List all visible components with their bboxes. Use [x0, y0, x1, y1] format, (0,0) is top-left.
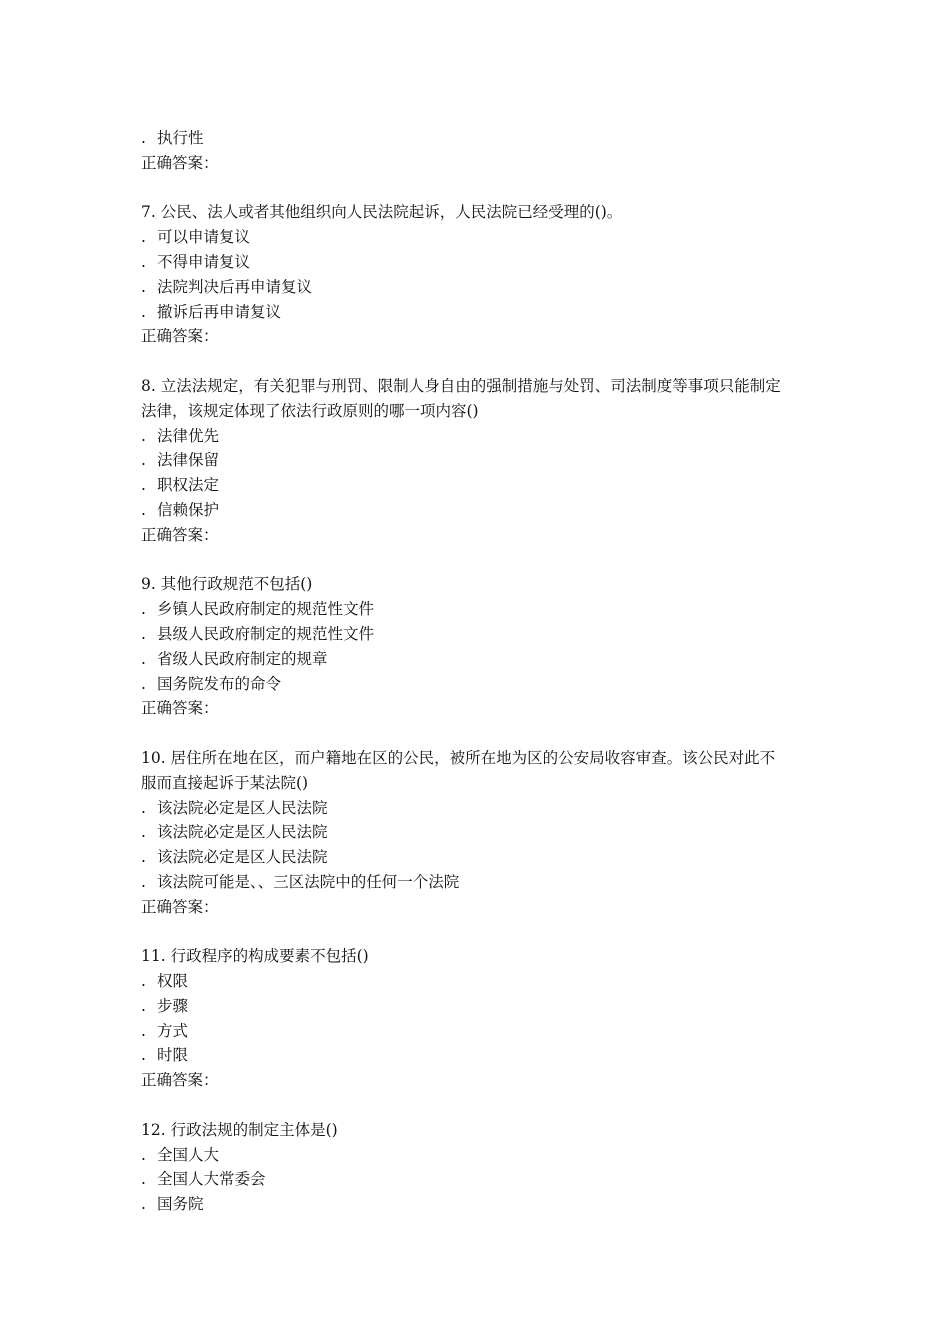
option-text: 全国人大常委会: [157, 1170, 266, 1189]
option-text: 国务院发布的命令: [157, 674, 282, 693]
option-line: [141, 448, 821, 473]
option-text: 国务院: [157, 1195, 204, 1214]
option-bullet: .: [141, 972, 146, 991]
option-line: [141, 1192, 821, 1217]
option-text: 省级人民政府制定的规章: [157, 649, 328, 668]
question-block: [141, 944, 821, 1093]
answer-label: 正确答案：: [141, 1071, 219, 1090]
option-bullet: .: [141, 426, 146, 445]
option-line: [141, 820, 821, 845]
option-text: 法律保留: [157, 451, 220, 470]
question-stem: 9. 其他行政规范不包括(): [141, 575, 313, 594]
option-bullet: .: [141, 848, 146, 867]
option-text: 县级人民政府制定的规范性文件: [157, 624, 375, 643]
option-text: 不得申请复议: [157, 252, 251, 271]
option-bullet: .: [141, 600, 146, 619]
option-text: 该法院必定是区人民法院: [157, 848, 328, 867]
question-stem: 法律，该规定体现了依法行政原则的哪一项内容(): [141, 401, 479, 420]
option-line: [141, 1167, 821, 1192]
option-bullet: .: [141, 476, 146, 495]
option-bullet: .: [141, 500, 146, 519]
option-text: 该法院必定是区人民法院: [157, 798, 328, 817]
question-stem: 服而直接起诉于某法院(): [141, 773, 309, 792]
option-line: [141, 672, 821, 697]
option-line: [141, 994, 821, 1019]
option-line: [141, 796, 821, 821]
option-line: [141, 969, 821, 994]
spacer: [141, 176, 821, 201]
option-line: [141, 845, 821, 870]
document-page: [141, 126, 821, 1217]
spacer: [141, 920, 821, 945]
option-bullet: .: [141, 996, 146, 1015]
option-line: [141, 647, 821, 672]
option-line: [141, 424, 821, 449]
option-line: [141, 597, 821, 622]
option-line: [141, 870, 821, 895]
option-text: 该法院必定是区人民法院: [157, 823, 328, 842]
option-bullet: .: [141, 649, 146, 668]
option-text: 撤诉后再申请复议: [157, 302, 282, 321]
option-bullet: .: [141, 228, 146, 247]
option-line: [141, 250, 821, 275]
question-stem: 11. 行政程序的构成要素不包括(): [141, 947, 369, 966]
option-text: 全国人大: [157, 1145, 220, 1164]
answer-label: 正确答案：: [141, 153, 219, 172]
option-bullet: .: [141, 1145, 146, 1164]
option-bullet: .: [141, 302, 146, 321]
question-stem: 12. 行政法规的制定主体是(): [141, 1120, 338, 1139]
option-text: 方式: [157, 1021, 189, 1040]
option-text: 权限: [157, 972, 189, 991]
option-bullet: .: [141, 1021, 146, 1040]
option-line: [141, 622, 821, 647]
answer-label: 正确答案：: [141, 327, 219, 346]
option-line: [141, 275, 821, 300]
option-line: [141, 126, 821, 151]
option-line: [141, 498, 821, 523]
question-block: [141, 572, 821, 721]
option-line: [141, 1019, 821, 1044]
option-text: 步骤: [157, 996, 189, 1015]
option-text: 职权法定: [157, 476, 220, 495]
option-text: 可以申请复议: [157, 228, 251, 247]
question-stem: 8. 立法法规定，有关犯罪与刑罚、限制人身自由的强制措施与处罚、司法制度等事项只能制定: [141, 376, 781, 395]
option-line: [141, 473, 821, 498]
option-bullet: .: [141, 1046, 146, 1065]
spacer: [141, 1093, 821, 1118]
option-bullet: .: [141, 1170, 146, 1189]
question-stem: 10. 居住所在地在区，而户籍地在区的公民，被所在地为区的公安局收容审查。该公民对此不: [141, 748, 776, 767]
question-block: [141, 200, 821, 349]
option-bullet: .: [141, 252, 146, 271]
question-block: [141, 1118, 821, 1217]
option-text: 时限: [157, 1046, 189, 1065]
option-bullet: .: [141, 1195, 146, 1214]
option-line: [141, 1043, 821, 1068]
spacer: [141, 349, 821, 374]
option-bullet: .: [141, 674, 146, 693]
option-bullet: .: [141, 624, 146, 643]
answer-label: 正确答案：: [141, 525, 219, 544]
option-bullet: .: [141, 277, 146, 296]
question-stem: 7. 公民、法人或者其他组织向人民法院起诉，人民法院已经受理的()。: [141, 203, 623, 222]
option-text: 该法院可能是、、三区法院中的任何一个法院: [157, 872, 460, 891]
option-bullet: .: [141, 798, 146, 817]
answer-label: 正确答案：: [141, 897, 219, 916]
option-line: [141, 225, 821, 250]
question-block: [141, 374, 821, 548]
answer-label: 正确答案：: [141, 699, 219, 718]
option-text: 信赖保护: [157, 500, 220, 519]
option-line: [141, 1143, 821, 1168]
spacer: [141, 548, 821, 573]
option-text: 法律优先: [157, 426, 220, 445]
option-bullet: .: [141, 823, 146, 842]
option-bullet: .: [141, 872, 146, 891]
option-bullet: .: [141, 451, 146, 470]
question-block: [141, 746, 821, 920]
option-text: 法院判决后再申请复议: [157, 277, 313, 296]
option-bullet: .: [141, 129, 146, 147]
option-text: 乡镇人民政府制定的规范性文件: [157, 600, 375, 619]
option-text: 执行性: [157, 129, 204, 147]
option-line: [141, 300, 821, 325]
spacer: [141, 721, 821, 746]
